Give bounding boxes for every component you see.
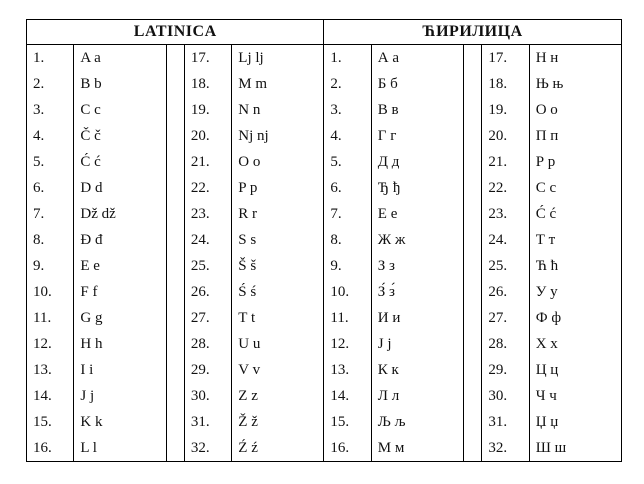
cyrillic-number: 19.	[482, 97, 529, 123]
latin-number: 26.	[184, 279, 231, 305]
separator	[166, 383, 184, 409]
cyrillic-number: 18.	[482, 71, 529, 97]
cyrillic-number: 32.	[482, 435, 529, 462]
latin-number: 8.	[27, 227, 74, 253]
latin-number: 24.	[184, 227, 231, 253]
cyrillic-letter: С с	[529, 175, 621, 201]
latin-letter: C c	[74, 97, 166, 123]
cyrillic-letter: А а	[371, 45, 463, 72]
latin-letter: Lj lj	[232, 45, 324, 72]
table-row	[27, 357, 622, 383]
separator	[463, 227, 481, 253]
latin-letter: H h	[74, 331, 166, 357]
separator	[463, 175, 481, 201]
latin-letter: P p	[232, 175, 324, 201]
cyrillic-letter: Г г	[371, 123, 463, 149]
cyrillic-letter: Т т	[529, 227, 621, 253]
table-row	[27, 331, 622, 357]
separator	[166, 71, 184, 97]
cyrillic-letter: Ч ч	[529, 383, 621, 409]
cyrillic-letter: Ц ц	[529, 357, 621, 383]
latin-number: 1.	[27, 45, 74, 72]
latin-letter: N n	[232, 97, 324, 123]
separator	[166, 305, 184, 331]
table-row	[27, 383, 622, 409]
cyrillic-number: 2.	[324, 71, 371, 97]
latin-letter: Ś ś	[232, 279, 324, 305]
separator	[463, 305, 481, 331]
latin-number: 12.	[27, 331, 74, 357]
latin-letter: B b	[74, 71, 166, 97]
latin-letter: Ć ć	[74, 149, 166, 175]
cyrillic-number: 25.	[482, 253, 529, 279]
cyrillic-letter: Р р	[529, 149, 621, 175]
latin-letter: U u	[232, 331, 324, 357]
latin-letter: Đ đ	[74, 227, 166, 253]
cyrillic-number: 3.	[324, 97, 371, 123]
cyrillic-letter: Ж ж	[371, 227, 463, 253]
latin-letter: J j	[74, 383, 166, 409]
separator	[166, 279, 184, 305]
latin-number: 17.	[184, 45, 231, 72]
cyrillic-letter: Ф ф	[529, 305, 621, 331]
latin-letter: Z z	[232, 383, 324, 409]
cyrillic-number: 1.	[324, 45, 371, 72]
latin-letter: Ž ž	[232, 409, 324, 435]
cyrillic-number: 5.	[324, 149, 371, 175]
cyrillic-letter: Х х	[529, 331, 621, 357]
separator	[463, 71, 481, 97]
cyrillic-number: 30.	[482, 383, 529, 409]
cyrillic-number: 8.	[324, 227, 371, 253]
cyrillic-letter: Љ љ	[371, 409, 463, 435]
latin-header: LATINICA	[27, 20, 324, 45]
cyrillic-letter: Н н	[529, 45, 621, 72]
table-row	[27, 45, 622, 72]
separator	[463, 357, 481, 383]
latin-letter: R r	[232, 201, 324, 227]
latin-letter: A a	[74, 45, 166, 72]
cyrillic-number: 17.	[482, 45, 529, 72]
latin-number: 3.	[27, 97, 74, 123]
latin-number: 31.	[184, 409, 231, 435]
cyrillic-letter: И и	[371, 305, 463, 331]
cyrillic-letter: Ј ј	[371, 331, 463, 357]
latin-letter: O o	[232, 149, 324, 175]
cyrillic-number: 28.	[482, 331, 529, 357]
table-row	[27, 149, 622, 175]
latin-letter: Nj nj	[232, 123, 324, 149]
cyrillic-letter: Л л	[371, 383, 463, 409]
table-row	[27, 201, 622, 227]
cyrillic-letter: Е е	[371, 201, 463, 227]
cyrillic-letter: Ć ć	[529, 201, 621, 227]
table-row	[27, 123, 622, 149]
cyrillic-number: 31.	[482, 409, 529, 435]
latin-number: 29.	[184, 357, 231, 383]
table-row	[27, 305, 622, 331]
latin-letter: Dž dž	[74, 201, 166, 227]
separator	[166, 435, 184, 462]
separator	[463, 253, 481, 279]
latin-number: 23.	[184, 201, 231, 227]
separator	[463, 45, 481, 72]
separator	[166, 45, 184, 72]
latin-letter: F f	[74, 279, 166, 305]
cyrillic-number: 14.	[324, 383, 371, 409]
table-row	[27, 175, 622, 201]
cyrillic-letter: В в	[371, 97, 463, 123]
separator	[166, 331, 184, 357]
latin-letter: S s	[232, 227, 324, 253]
cyrillic-letter: З з	[371, 253, 463, 279]
latin-letter: G g	[74, 305, 166, 331]
cyrillic-number: 11.	[324, 305, 371, 331]
cyrillic-number: 13.	[324, 357, 371, 383]
cyrillic-letter: У у	[529, 279, 621, 305]
latin-number: 5.	[27, 149, 74, 175]
cyrillic-letter: К к	[371, 357, 463, 383]
cyrillic-number: 6.	[324, 175, 371, 201]
table-row	[27, 71, 622, 97]
cyrillic-number: 16.	[324, 435, 371, 462]
separator	[463, 123, 481, 149]
table-row	[27, 97, 622, 123]
separator	[463, 435, 481, 462]
separator	[463, 383, 481, 409]
cyrillic-number: 10.	[324, 279, 371, 305]
latin-number: 6.	[27, 175, 74, 201]
latin-number: 10.	[27, 279, 74, 305]
separator	[166, 357, 184, 383]
table-row	[27, 409, 622, 435]
cyrillic-letter: Њ њ	[529, 71, 621, 97]
latin-number: 2.	[27, 71, 74, 97]
cyrillic-letter: Џ џ	[529, 409, 621, 435]
cyrillic-number: 4.	[324, 123, 371, 149]
cyrillic-header: ЋИРИЛИЦА	[324, 20, 622, 45]
cyrillic-letter: Ђ ђ	[371, 175, 463, 201]
separator	[166, 123, 184, 149]
latin-number: 15.	[27, 409, 74, 435]
separator	[166, 97, 184, 123]
separator	[166, 175, 184, 201]
latin-number: 14.	[27, 383, 74, 409]
latin-number: 21.	[184, 149, 231, 175]
latin-letter: K k	[74, 409, 166, 435]
cyrillic-number: 27.	[482, 305, 529, 331]
cyrillic-letter: Ш ш	[529, 435, 621, 462]
latin-number: 32.	[184, 435, 231, 462]
latin-letter: M m	[232, 71, 324, 97]
cyrillic-number: 15.	[324, 409, 371, 435]
cyrillic-number: 24.	[482, 227, 529, 253]
latin-number: 11.	[27, 305, 74, 331]
cyrillic-number: 22.	[482, 175, 529, 201]
cyrillic-letter: П п	[529, 123, 621, 149]
separator	[166, 201, 184, 227]
latin-number: 28.	[184, 331, 231, 357]
latin-letter: Ź ź	[232, 435, 324, 462]
table-row	[27, 279, 622, 305]
latin-number: 22.	[184, 175, 231, 201]
table-row	[27, 253, 622, 279]
latin-number: 13.	[27, 357, 74, 383]
table-row	[27, 227, 622, 253]
latin-number: 27.	[184, 305, 231, 331]
cyrillic-number: 12.	[324, 331, 371, 357]
cyrillic-number: 20.	[482, 123, 529, 149]
latin-number: 25.	[184, 253, 231, 279]
cyrillic-number: 23.	[482, 201, 529, 227]
separator	[463, 201, 481, 227]
separator	[463, 97, 481, 123]
separator	[463, 279, 481, 305]
separator	[463, 149, 481, 175]
latin-letter: V v	[232, 357, 324, 383]
cyrillic-letter: О о	[529, 97, 621, 123]
latin-number: 18.	[184, 71, 231, 97]
latin-letter: Č č	[74, 123, 166, 149]
separator	[166, 149, 184, 175]
latin-letter: E e	[74, 253, 166, 279]
latin-number: 4.	[27, 123, 74, 149]
cyrillic-number: 9.	[324, 253, 371, 279]
latin-letter: T t	[232, 305, 324, 331]
cyrillic-letter: М м	[371, 435, 463, 462]
latin-number: 20.	[184, 123, 231, 149]
separator	[166, 253, 184, 279]
latin-number: 30.	[184, 383, 231, 409]
latin-number: 16.	[27, 435, 74, 462]
latin-letter: L l	[74, 435, 166, 462]
latin-number: 7.	[27, 201, 74, 227]
latin-letter: Š š	[232, 253, 324, 279]
latin-letter: D d	[74, 175, 166, 201]
alphabet-table	[26, 19, 622, 462]
latin-number: 9.	[27, 253, 74, 279]
cyrillic-letter: З́ з́	[371, 279, 463, 305]
separator	[463, 409, 481, 435]
cyrillic-letter: Д д	[371, 149, 463, 175]
separator	[463, 331, 481, 357]
latin-number: 19.	[184, 97, 231, 123]
latin-letter: I i	[74, 357, 166, 383]
cyrillic-number: 29.	[482, 357, 529, 383]
separator	[166, 227, 184, 253]
cyrillic-number: 26.	[482, 279, 529, 305]
separator	[166, 409, 184, 435]
cyrillic-letter: Ћ ћ	[529, 253, 621, 279]
cyrillic-number: 7.	[324, 201, 371, 227]
cyrillic-letter: Б б	[371, 71, 463, 97]
table-row	[27, 435, 622, 462]
cyrillic-number: 21.	[482, 149, 529, 175]
header-row	[27, 20, 622, 45]
